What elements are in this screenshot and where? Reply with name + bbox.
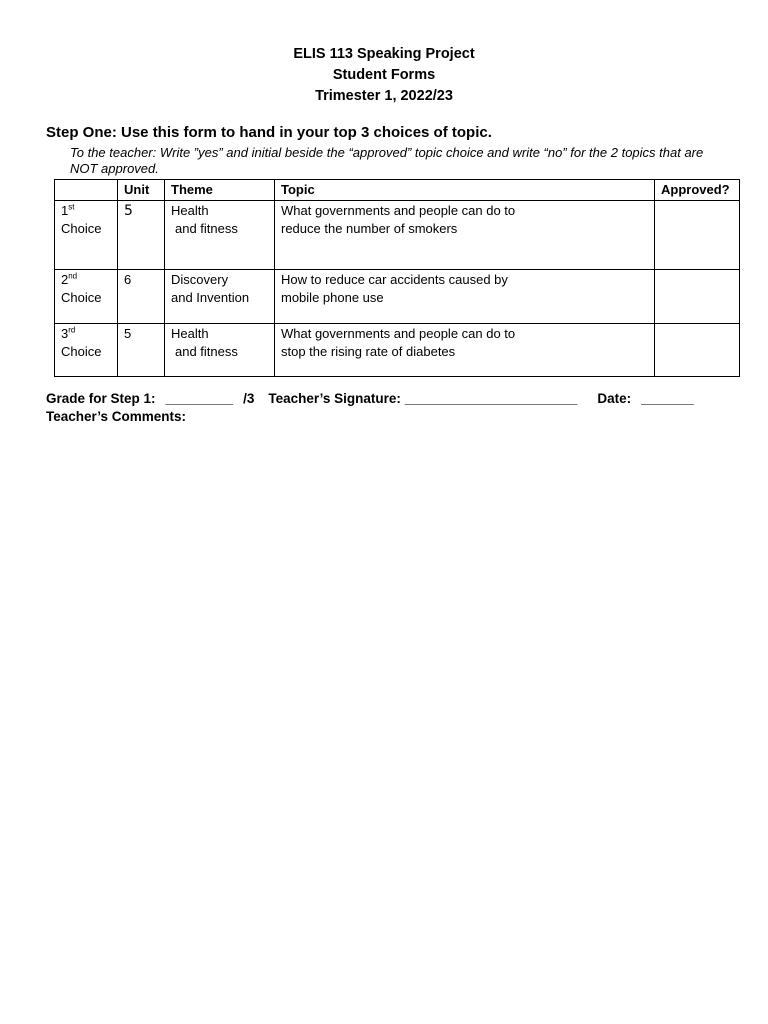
topic-cell: What governments and people can do to reduce the number of smokers [275, 201, 655, 270]
date-label: Date: [597, 391, 632, 406]
choice-ordinal: 1st [61, 202, 75, 218]
topic-cell: How to reduce car accidents caused by mobile phone use [275, 270, 655, 324]
header-unit: Unit [118, 180, 165, 201]
term-title: Trimester 1, 2022/23 [315, 88, 453, 104]
teacher-instruction: To the teacher: Write ”yes” and initial beside the “approved” topic choice and write “no” for the 2 topics that are NOT approved. [70, 145, 704, 176]
header-approved: Approved? [655, 180, 740, 201]
choice-word: Choice [61, 344, 102, 359]
choice-ordinal: 2nd [61, 271, 78, 287]
grade-blank[interactable]: _________ [165, 391, 234, 406]
document-header [0, 44, 768, 107]
topic-choices-table [54, 179, 740, 377]
table-row [55, 270, 740, 324]
table-row [55, 201, 740, 270]
choice-cell [55, 270, 118, 324]
grade-label: Grade for Step 1: [46, 391, 156, 406]
signature-blank[interactable]: _______________________ [404, 391, 578, 406]
approved-cell[interactable] [655, 270, 740, 324]
grade-out-of: /3 [243, 391, 255, 406]
choice-cell [55, 201, 118, 270]
grading-footer [46, 390, 694, 426]
course-title: ELIS 113 Speaking Project [293, 46, 475, 62]
approved-cell[interactable] [655, 201, 740, 270]
table-row [55, 324, 740, 377]
date-blank[interactable]: _______ [641, 391, 694, 406]
theme-cell: Discovery and Invention [165, 270, 275, 324]
form-title: Student Forms [332, 67, 436, 83]
table-header-row [55, 180, 740, 201]
choice-word: Choice [61, 290, 102, 305]
header-topic: Topic [275, 180, 655, 201]
header-choice [55, 180, 118, 201]
grade-row [46, 390, 694, 408]
header-theme: Theme [165, 180, 275, 201]
signature-label: Teacher’s Signature: [268, 391, 401, 406]
theme-cell: Health and fitness [165, 324, 275, 377]
step-one-heading: Step One: Use this form to hand in your top 3 choices of topic. [46, 124, 492, 141]
topic-cell: What governments and people can do to stop the rising rate of diabetes [275, 324, 655, 377]
approved-cell[interactable] [655, 324, 740, 377]
theme-cell: Health and fitness [165, 201, 275, 270]
choice-word: Choice [61, 221, 102, 236]
choice-cell [55, 324, 118, 377]
unit-cell: 5 [118, 324, 165, 377]
unit-cell: 5 [118, 201, 165, 270]
choice-ordinal: 3rd [61, 325, 76, 341]
comments-label: Teacher’s Comments: [46, 409, 187, 424]
unit-cell: 6 [118, 270, 165, 324]
